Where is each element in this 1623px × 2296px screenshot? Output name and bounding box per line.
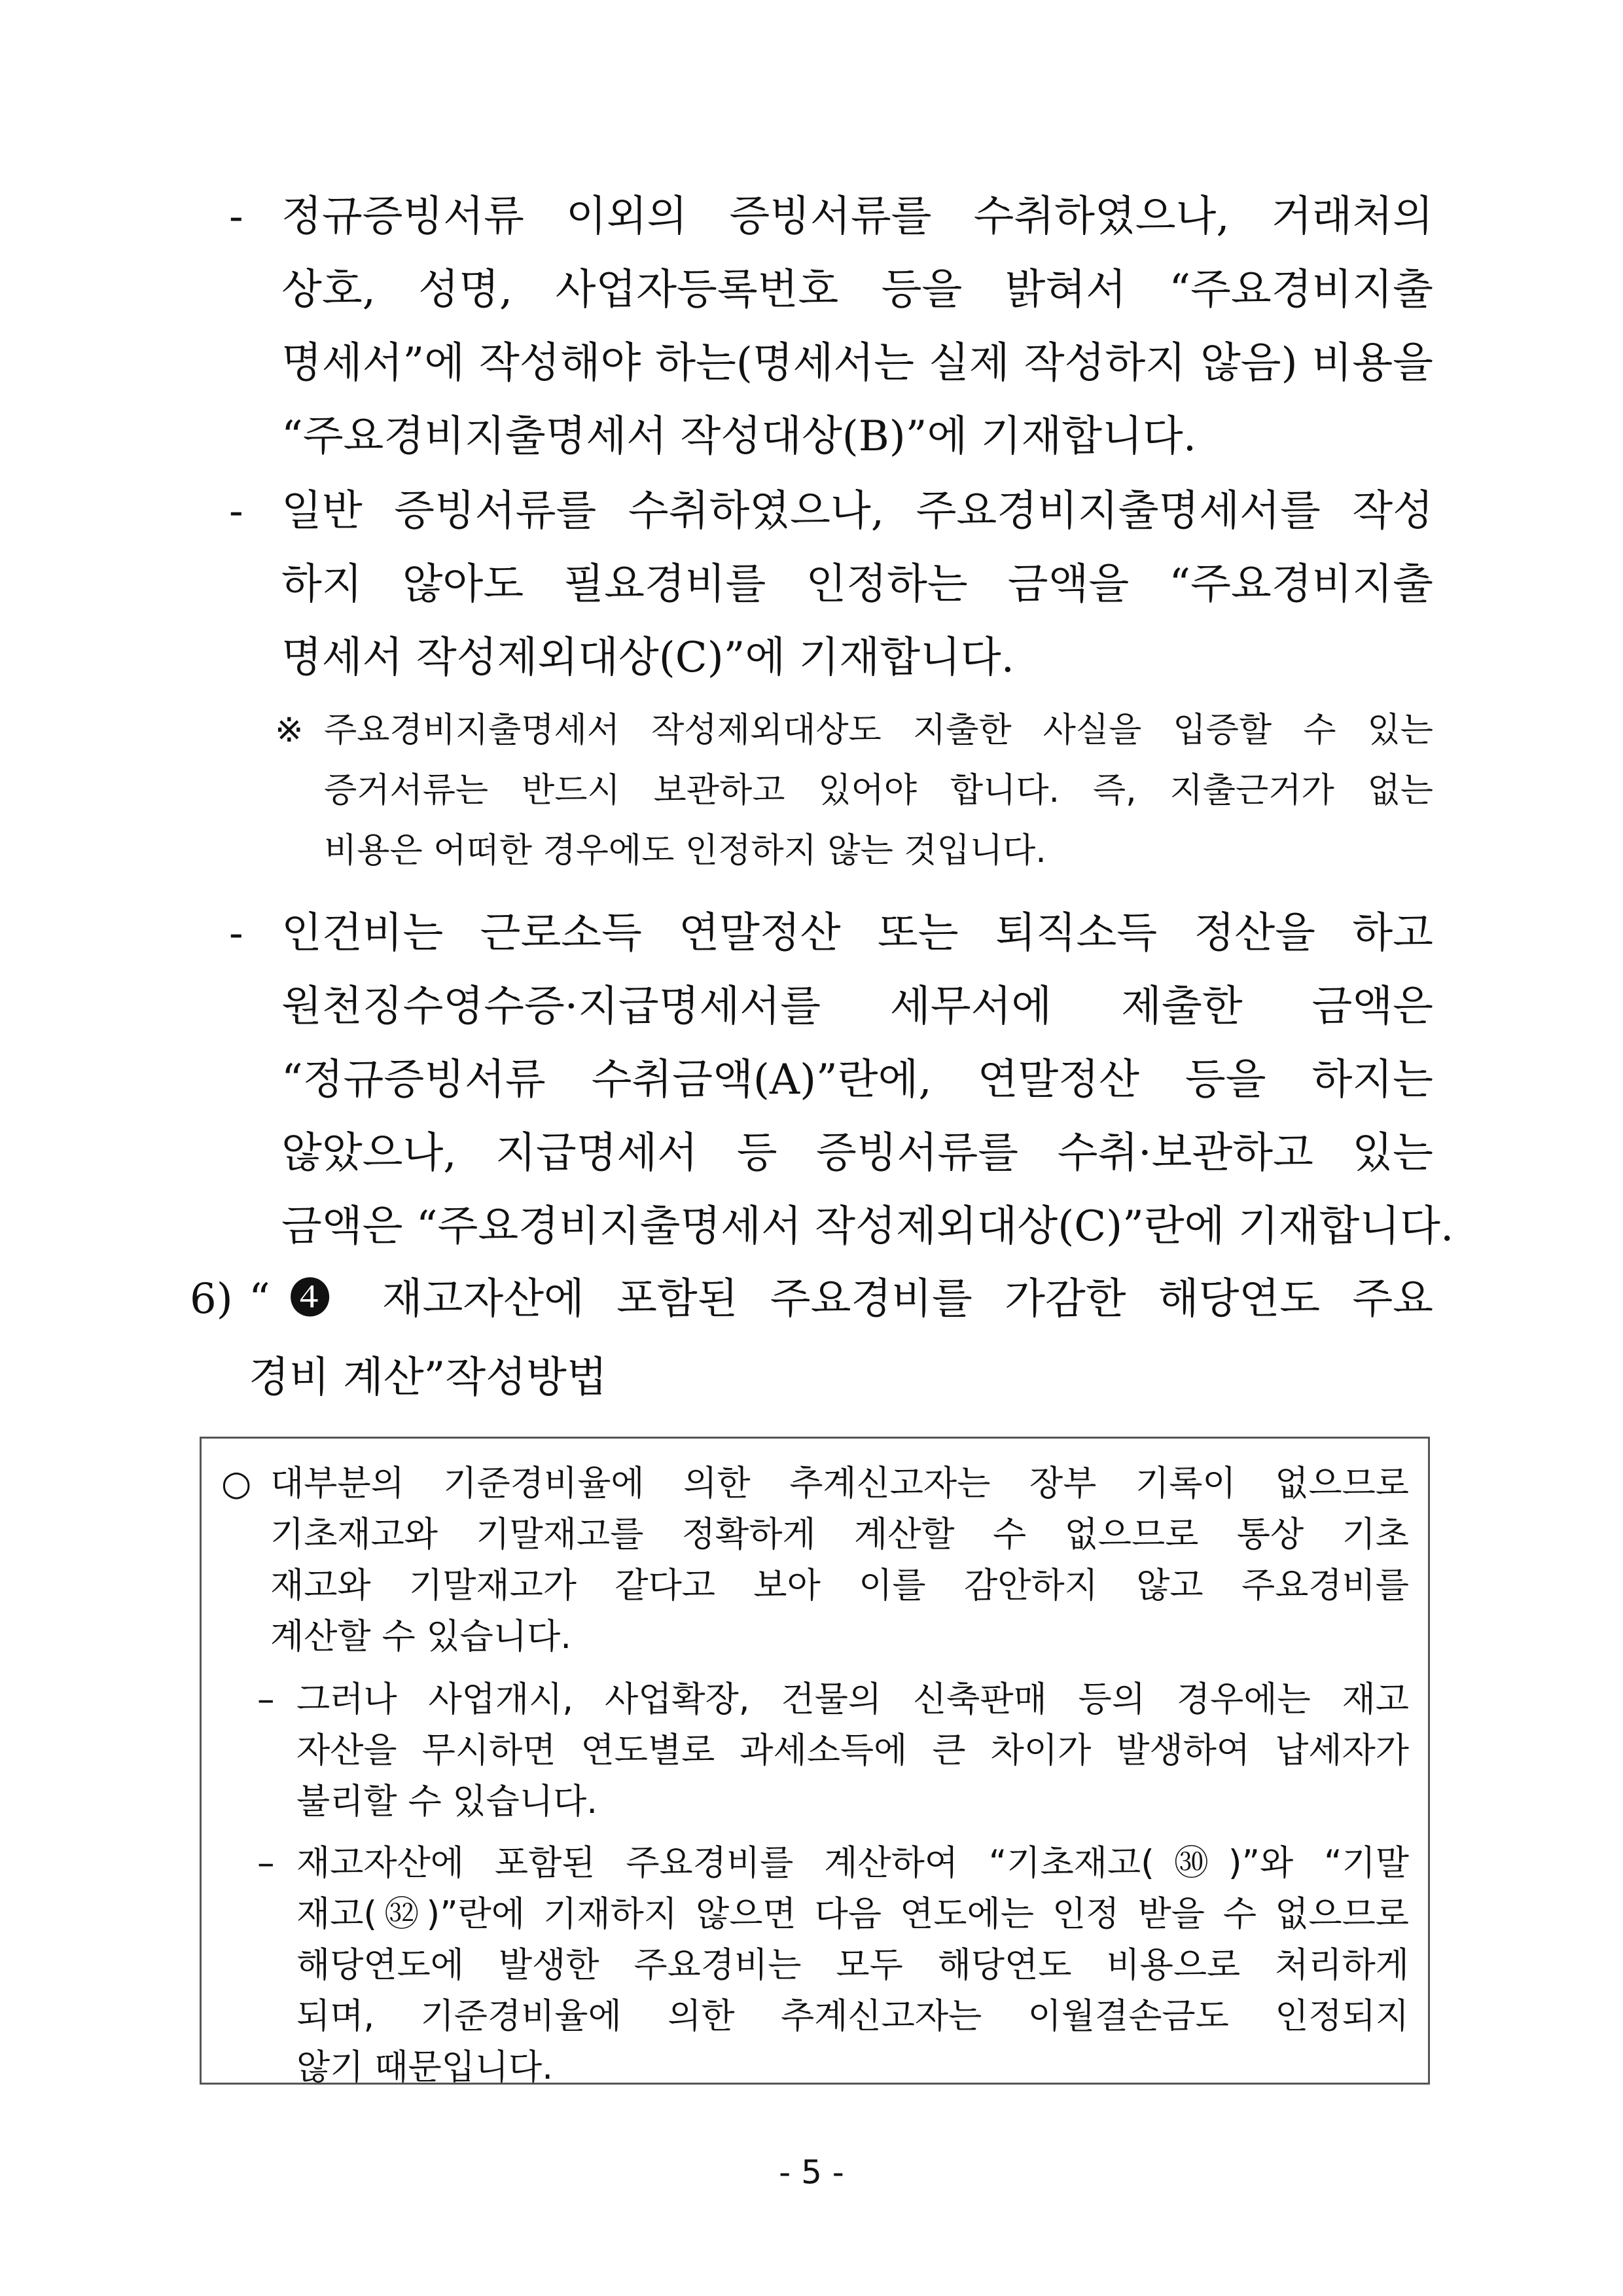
- text-line: 원천징수영수증·지급명세서를 세무서에 제출한 금액은: [281, 982, 1433, 1031]
- text-line: 해당연도에 발생한 주요경비는 모두 해당연도 비용으로 처리하게: [296, 1945, 1409, 1985]
- text-line: 불리할 수 있습니다.: [296, 1782, 598, 1821]
- info-paragraph: [221, 1458, 1409, 1662]
- section-heading: [190, 1260, 1433, 1417]
- text-line: 비용은 어떠한 경우에도 인정하지 않는 것입니다.: [324, 831, 1046, 870]
- dash-marker: –: [257, 1843, 275, 1883]
- bullet-body: [281, 180, 1433, 473]
- text-line: “주요경비지출명세서 작성대상(B)”에 기재합니다.: [281, 412, 1197, 461]
- text-line: 자산을 무시하면 연도별로 과세소득에 큰 차이가 발생하여 납세자가: [296, 1731, 1409, 1770]
- bullet-marker: -: [229, 487, 243, 535]
- section-number: 6): [190, 1275, 233, 1323]
- text-line: 하지 않아도 필요경비를 인정하는 금액을 “주요경비지출: [281, 560, 1433, 609]
- text-line: 명세서 작성제외대상(C)”에 기재합니다.: [281, 634, 1015, 682]
- bullet-body: [281, 897, 1454, 1263]
- bullet-marker: -: [229, 909, 243, 958]
- info-sub-body: [296, 1838, 1409, 2093]
- text-line: 대부분의 기준경비율에 의한 추계신고자는 장부 기록이 없으므로: [270, 1463, 1409, 1503]
- bullet-item-1: [229, 180, 1433, 473]
- text-line: 인건비는 근로소득 연말정산 또는 퇴직소득 정산을 하고: [281, 909, 1433, 958]
- bullet-item-2: [229, 475, 1433, 694]
- info-sub-body: [296, 1674, 1409, 1827]
- info-paragraph-body: [270, 1458, 1409, 1662]
- info-box: [200, 1437, 1430, 2085]
- page-number: - 5 -: [779, 2153, 844, 2191]
- note-body: [324, 700, 1433, 881]
- circle-bullet-icon: ○: [221, 1463, 252, 1503]
- text-line: 명세서”에 작성해야 하는(명세서는 실제 작성하지 않음) 비용을: [281, 339, 1433, 387]
- info-sub-item-1: [257, 1674, 1409, 1827]
- text-line: 기초재고와 기말재고를 정확하게 계산할 수 없으므로 통상 기초: [270, 1515, 1409, 1554]
- text-line: 되며, 기준경비율에 의한 추계신고자는 이월결손금도 인정되지: [296, 1996, 1409, 2036]
- text-line: 않았으나, 지급명세서 등 증빙서류를 수취·보관하고 있는: [281, 1129, 1433, 1177]
- text-line: 상호, 성명, 사업자등록번호 등을 밝혀서 “주요경비지출: [281, 266, 1433, 314]
- text-line: 않기 때문입니다.: [296, 2047, 554, 2087]
- text-line: 증거서류는 반드시 보관하고 있어야 합니다. 즉, 지출근거가 없는: [324, 771, 1433, 810]
- text-line: 계산할 수 있습니다.: [270, 1617, 572, 1657]
- text-line: 주요경비지출명세서 작성제외대상도 지출한 사실을 입증할 수 있는: [324, 711, 1433, 750]
- text-line: 재고(㉜)”란에 기재하지 않으면 다음 연도에는 인정 받을 수 없으므로: [296, 1894, 1409, 1934]
- text-line: 재고와 기말재고가 같다고 보아 이를 감안하지 않고 주요경비를: [270, 1566, 1409, 1605]
- dash-marker: –: [257, 1679, 275, 1719]
- bullet-item-3: [229, 897, 1454, 1263]
- text-line: 정규증빙서류 이외의 증빙서류를 수취하였으나, 거래처의: [281, 192, 1433, 241]
- note-marker: ※: [275, 711, 304, 750]
- text-line: 일반 증빙서류를 수취하였으나, 주요경비지출명세서를 작성: [281, 487, 1433, 535]
- text-line: 그러나 사업개시, 사업확장, 건물의 신축판매 등의 경우에는 재고: [296, 1679, 1409, 1719]
- text-line: 재고자산에 포함된 주요경비를 계산하여 “기초재고(㉚)”와 “기말: [296, 1843, 1409, 1883]
- text-line: “정규증빙서류 수취금액(A)”란에, 연말정산 등을 하지는: [281, 1056, 1433, 1104]
- bullet-body: [281, 475, 1433, 694]
- text-line: 경비 계산”작성방법: [249, 1354, 607, 1402]
- section-title: [249, 1260, 1433, 1417]
- info-sub-item-2: [257, 1838, 1409, 2093]
- text-line: “❹ 재고자산에 포함된 주요경비를 가감한 해당연도 주요: [249, 1275, 1433, 1323]
- bullet-marker: -: [229, 192, 243, 241]
- note-block: [275, 700, 1433, 881]
- text-line: 금액은 “주요경비지출명세서 작성제외대상(C)”란에 기재합니다.: [281, 1202, 1454, 1251]
